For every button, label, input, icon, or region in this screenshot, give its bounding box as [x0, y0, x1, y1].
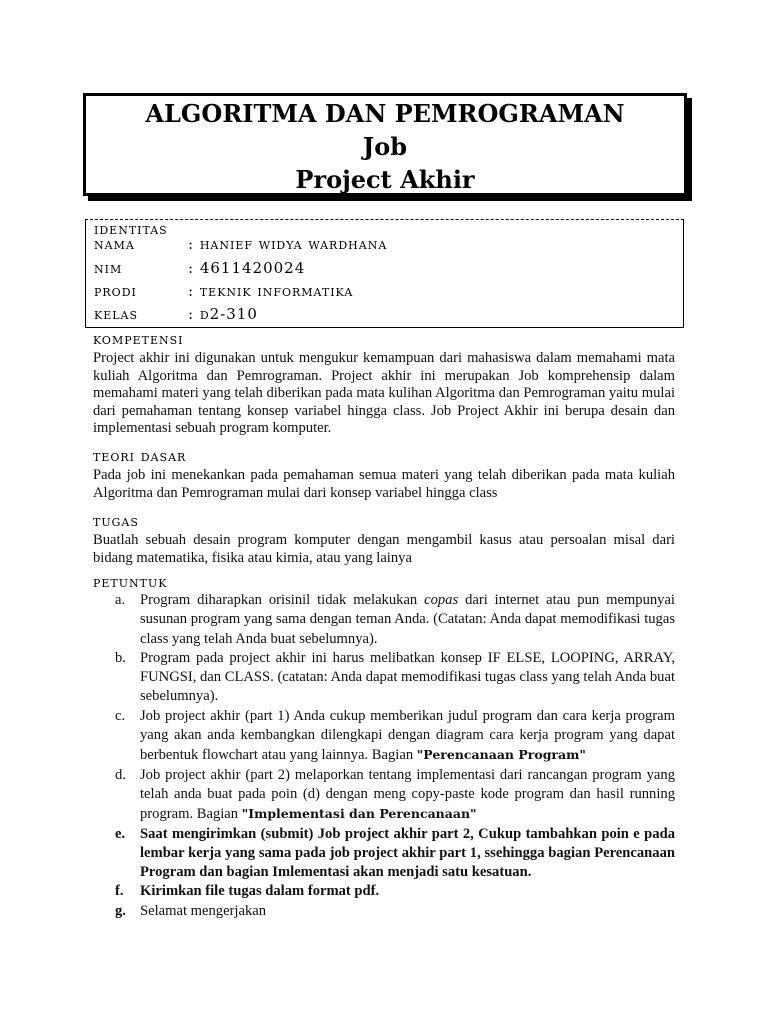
- list-marker: b.: [115, 649, 126, 666]
- identity-box: [85, 219, 684, 328]
- teori-heading: teori dasar: [93, 447, 187, 465]
- list-text: Program pada project akhir ini harus melibatkan konsep IF ELSE, LOOPING, ARRAY, FUNGSI, dan CLASS. (catatan: Anda dapat memodifikasi tugas class yang telah Anda buat sebelumnya).: [140, 649, 676, 705]
- list-marker: f.: [115, 883, 124, 900]
- identity-heading: identitas: [94, 220, 168, 238]
- list-item: [93, 591, 675, 649]
- job-title: Job: [362, 132, 408, 161]
- list-item: [93, 649, 675, 707]
- list-text: Program diharapkan orisinil tidak melakukan copas dari internet atau pun mempunyai susunan program yang sama dengan teman Anda. (Catatan: Anda dapat memodifikasi tugas class yang telah Anda buat sebelumnya).: [140, 592, 675, 647]
- petunjuk-list: [93, 591, 675, 921]
- course-title: ALGORITMA DAN PEMROGRAMAN: [145, 99, 625, 128]
- project-title: Project Akhir: [295, 165, 475, 194]
- identity-value: : d2-310: [188, 305, 258, 323]
- kompetensi-heading: kompetensi: [93, 330, 184, 348]
- list-item: [93, 902, 675, 921]
- list-text: Job project akhir (part 1) Anda cukup memberikan judul program dan cara kerja program yang akan anda kembangkan dilengkapi dengan diagram cara kerja program yang dapat berbentuk flowchart atau yang lainnya. Bagian "Perencanaan Program": [140, 707, 675, 764]
- list-marker: a.: [115, 592, 126, 608]
- identity-value: : teknik informatika: [188, 282, 354, 300]
- section-label: "Perencanaan Program": [416, 747, 586, 763]
- identity-label: kelas: [94, 305, 139, 323]
- list-item: [93, 766, 675, 825]
- identity-label: prodi: [94, 282, 137, 300]
- section-label: "Implementasi dan Perencanaan": [241, 806, 477, 822]
- list-text: Kirimkan file tugas dalam format pdf.: [140, 883, 380, 900]
- identity-label: nama: [94, 235, 135, 253]
- list-item: [93, 707, 675, 766]
- list-text: Job project akhir (part 2) melaporkan tentang implementasi dari rancangan program yang telah anda buat pada poin (d) dengan meng copy-paste kode program dan hasil running program. Bagian "Implementasi dan Perencanaan": [140, 766, 675, 823]
- list-item: [93, 825, 675, 883]
- identity-value: : 4611420024: [188, 259, 306, 277]
- list-item: [93, 882, 675, 901]
- tugas-heading: tugas: [93, 512, 139, 530]
- identity-value: : hanief widya wardhana: [188, 235, 388, 253]
- teori-text: Pada job ini menekankan pada pemahaman semua materi yang telah diberikan pada mata kuliah Algoritma dan Pemrograman mulai dari konsep variabel hingga class: [93, 467, 675, 501]
- petunjuk-heading: petuntuk: [93, 573, 168, 591]
- emphasis: copas: [424, 592, 459, 608]
- identity-label: nim: [94, 259, 123, 277]
- list-text: Saat mengirimkan (submit) Job project akhir part 2, Cukup tambahkan poin e pada lembar kerja yang sama pada job project akhir part 1, ssehingga bagian Perencanaan Program dan bagian Imlementasi akan menjadi satu kesatuan.: [140, 825, 675, 881]
- tugas-text: Buatlah sebuah desain program komputer dengan mengambil kasus atau persoalan misal dari bidang matematika, fisika atau kimia, atau yang lainya: [93, 532, 675, 566]
- kompetensi-text: Project akhir ini digunakan untuk mengukur kemampuan dari mahasiswa dalam memahami mata kuliah Algoritma dan Pemrograman. Project akhir ini merupakan Job komprehensip dalam memahami materi yang telah diberikan pada mata kulihan Algoritma dan Pemrograman yaitu mulai dari pemahaman tentang konsep variabel hingga class. Job Project Akhir ini berupa desain dan implementasi sebuah program komputer.: [93, 350, 675, 437]
- list-marker: d.: [115, 766, 126, 783]
- list-marker: e.: [115, 825, 126, 842]
- list-marker: c.: [115, 707, 126, 724]
- title-box: [83, 93, 687, 196]
- list-marker: g.: [115, 902, 126, 919]
- list-text: Selamat mengerjakan: [140, 902, 267, 919]
